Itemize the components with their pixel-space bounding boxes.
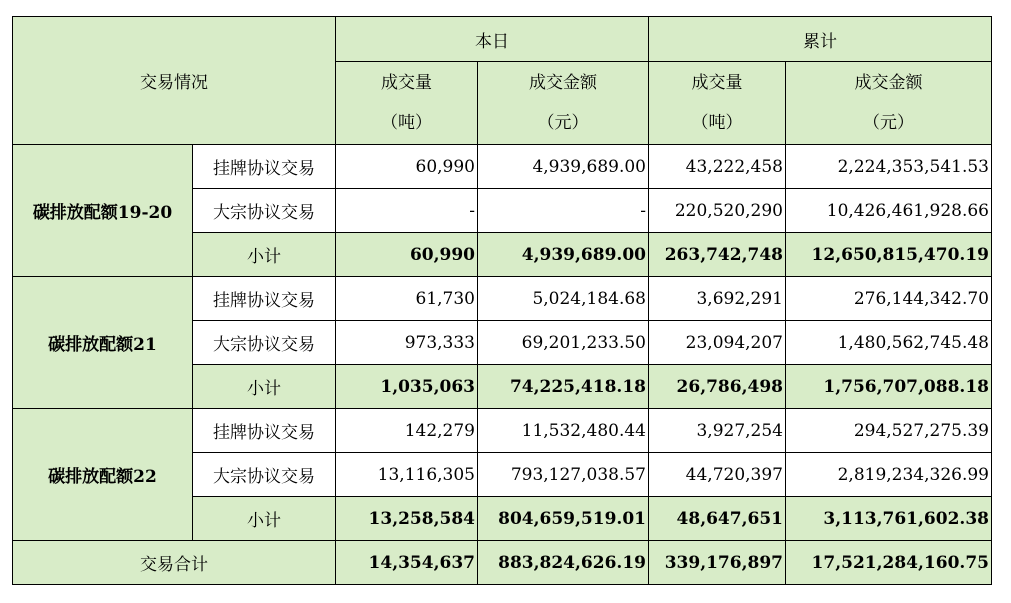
total-day-amount: 883,824,626.19 — [478, 541, 649, 585]
group-name: 碳排放配额22 — [13, 409, 193, 541]
group-name: 碳排放配额19-20 — [13, 145, 193, 277]
amount-unit: （元） — [863, 113, 914, 133]
day-amount: 69,201,233.50 — [478, 321, 649, 365]
volume-label: 成交量 — [691, 73, 743, 93]
cum-volume: 44,720,397 — [649, 453, 786, 497]
day-amount: 4,939,689.00 — [478, 233, 649, 277]
day-volume: - — [336, 189, 478, 233]
day-volume: 973,333 — [336, 321, 478, 365]
day-amount: 11,532,480.44 — [478, 409, 649, 453]
cum-amount: 12,650,815,470.19 — [786, 233, 992, 277]
cum-amount: 10,426,461,928.66 — [786, 189, 992, 233]
cum-amount: 276,144,342.70 — [786, 277, 992, 321]
day-amount: 793,127,038.57 — [478, 453, 649, 497]
volume-unit: （吨） — [691, 113, 743, 133]
total-cum-volume: 339,176,897 — [649, 541, 786, 585]
total-cum-amount: 17,521,284,160.75 — [786, 541, 992, 585]
subtotal-label: 小计 — [193, 233, 336, 277]
day-volume: 13,258,584 — [336, 497, 478, 541]
cum-amount: 2,819,234,326.99 — [786, 453, 992, 497]
day-volume: 60,990 — [336, 233, 478, 277]
table-row — [13, 277, 992, 321]
day-volume: 13,116,305 — [336, 453, 478, 497]
cum-amount: 1,756,707,088.18 — [786, 365, 992, 409]
today-volume-header — [336, 62, 478, 145]
trade-type: 挂牌协议交易 — [193, 277, 336, 321]
day-amount: 5,024,184.68 — [478, 277, 649, 321]
table-row — [13, 145, 992, 189]
volume-unit: （吨） — [381, 113, 432, 133]
trade-type: 大宗协议交易 — [193, 453, 336, 497]
day-volume: 1,035,063 — [336, 365, 478, 409]
amount-unit: （元） — [537, 113, 589, 133]
volume-label: 成交量 — [381, 73, 432, 93]
cum-volume: 263,742,748 — [649, 233, 786, 277]
day-volume: 60,990 — [336, 145, 478, 189]
trade-type: 挂牌协议交易 — [193, 409, 336, 453]
day-volume: 142,279 — [336, 409, 478, 453]
cum-amount: 3,113,761,602.38 — [786, 497, 992, 541]
trade-situation-header: 交易情况 — [13, 17, 336, 145]
trade-type: 挂牌协议交易 — [193, 145, 336, 189]
cum-amount: 2,224,353,541.53 — [786, 145, 992, 189]
cum-volume: 26,786,498 — [649, 365, 786, 409]
group-name: 碳排放配额21 — [13, 277, 193, 409]
total-label: 交易合计 — [13, 541, 336, 585]
cum-amount: 294,527,275.39 — [786, 409, 992, 453]
cum-volume: 43,222,458 — [649, 145, 786, 189]
today-amount-header — [478, 62, 649, 145]
subtotal-label: 小计 — [193, 497, 336, 541]
cum-amount: 1,480,562,745.48 — [786, 321, 992, 365]
cumulative-amount-header — [786, 62, 992, 145]
cum-volume: 220,520,290 — [649, 189, 786, 233]
day-amount: 74,225,418.18 — [478, 365, 649, 409]
day-amount: 4,939,689.00 — [478, 145, 649, 189]
day-volume: 61,730 — [336, 277, 478, 321]
cumulative-header: 累计 — [649, 17, 992, 62]
trade-type: 大宗协议交易 — [193, 189, 336, 233]
today-header: 本日 — [336, 17, 649, 62]
day-amount: - — [478, 189, 649, 233]
subtotal-label: 小计 — [193, 365, 336, 409]
cum-volume: 3,692,291 — [649, 277, 786, 321]
cumulative-volume-header — [649, 62, 786, 145]
total-day-volume: 14,354,637 — [336, 541, 478, 585]
trade-type: 大宗协议交易 — [193, 321, 336, 365]
amount-label: 成交金额 — [529, 73, 597, 93]
cum-volume: 48,647,651 — [649, 497, 786, 541]
trade-summary-table — [12, 16, 992, 585]
amount-label: 成交金额 — [854, 73, 923, 93]
total-row — [13, 541, 992, 585]
table-row — [13, 409, 992, 453]
day-amount: 804,659,519.01 — [478, 497, 649, 541]
cum-volume: 3,927,254 — [649, 409, 786, 453]
cum-volume: 23,094,207 — [649, 321, 786, 365]
